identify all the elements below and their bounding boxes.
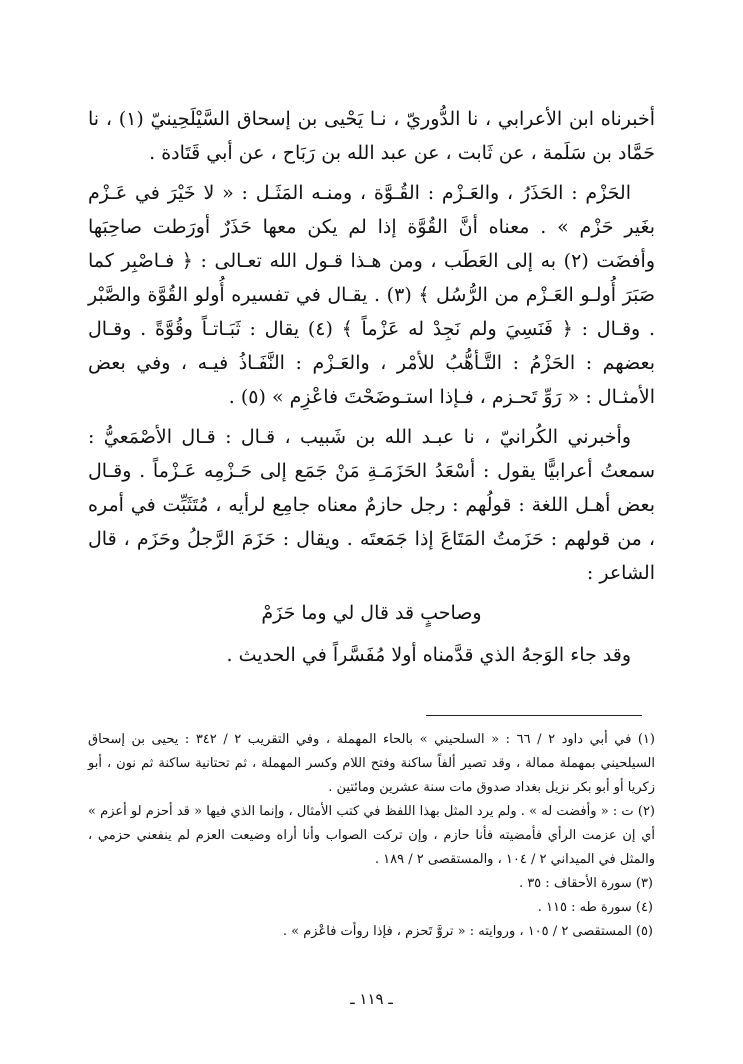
footnote-3: (٣) سورة الأحقاف : ٣٥ . <box>518 876 653 891</box>
footnote-1: (١) في أبي داود ٢ / ٦٦ : « السلحيني » بالحاء المهملة ، وفي التقريب ٢ / ٣٤٢ : يحيى بن إسحاق السيلحيني بمهملة ممالة ، وقد تصير ألفاً ساكنة وفتح اللام وكسر المهملة ، ثم تحتانية ساكنة ثم نون ، أبو زكريا أو أبو بكر نزيل بغداد صدوق مات سنة عشرين ومائتين . <box>88 732 655 795</box>
footnotes <box>88 728 655 944</box>
main-text <box>88 102 655 672</box>
paragraph-1: أخبرناه ابن الأعرابي ، نا الدُّوريّ ، نـا يَحْيى بن إسحاق السَّيْلَحِينيّ (١) ، نا حَمَّاد بن سَلَمة ، عن ثَابت ، عن عبد الله بن رَبَاح ، عن أبي قَتَادة . <box>88 108 655 164</box>
footnote-5: (٥) المستقصى ٢ / ١٠٥ ، وروايته : « تروَّ تَحزم ، فإذا روأت فاعْزم » . <box>282 924 653 939</box>
footnote-4: (٤) سورة طه : ١١٥ . <box>537 900 653 915</box>
paragraph-3: وأخبرني الكُرانيّ ، نا عبـد الله بن شَبيب ، قـال : قـال الأصْمَعيُّ : سمعتُ أعرابيًّا يقول : أسْعَدُ الحَزَمَـةِ مَنْ جَمَع إلى حَـزْمِه عَـزْماً . وقـال بعض أهـل اللغة : قولُهم : رجل حازمٌ معناه جامِع لرأيه ، مُتَثَبِّت في أمره ، من قولهم : حَزَمتُ المَتَاعَ إذا جَمَعتَه . ويقال : حَزَمَ الرَّجلُ وحَزَم ، قال الشاعر : <box>88 426 655 584</box>
footnote-divider <box>426 715 642 716</box>
page-number: ـ ١١٩ ـ <box>350 990 393 1008</box>
paragraph-4: وقد جاء الوَجهُ الذي قدَّمناه أولا مُفَسَّراً في الحديث . <box>226 644 631 666</box>
footnote-2: (٢) ت : « وأفضت له » . ولم يرد المثل بهذا اللفظ في كتب الأمثال ، وإنما الذي فيها « قد أحزم لو أعزم » أي إن عزمت الرأي فأمضيته فأنا حازم ، وإن تركت الصواب وأنا أراه وضيعت العزم لم ينفعني حزمي ، والمثل في الميداني ٢ / ١٠٤ ، والمستقصى ٢ / ١٨٩ . <box>88 804 655 867</box>
poetry-verse: وصاحبٍ قد قال لي وما حَزَمْ <box>261 602 482 624</box>
paragraph-2: الحَزْم : الحَذَرُ ، والعَـزْم : القُـوَّة ، ومنـه المَثَـل : « لا خَيْرَ في عَـزْم بغَير حَزْم » . معناه أنَّ القُوَّة إذا لم يكن معها حَذَرٌ أورَطت صاحِبَها وأفضَت (٢) به إلى العَطَب ، ومن هـذا قـول الله تعـالى : ﴿ فـاصْبِر كما صَبَرَ أُولـو العَـزْم من الرُّسُل ﴾ (٣) . يقـال في تفسيره أُولو القُوَّة والصَّبْر . وقـال : ﴿ فَنَسِيَ ولم نَجِدْ له عَزْماً ﴾ (٤) يقال : ثَبَـاتـاً وقُوَّةً . وقـال بعضهم : الحَزْمُ : التَّـأهُّبُ للأمْر ، والعَـزْم : النَّفَـاذُ فيـه ، وفي بعض الأمثـال : « رَوِّ تَحـزم ، فـإذا استـوضَحْتَ فاعْزِم » (٥) . <box>88 182 655 408</box>
